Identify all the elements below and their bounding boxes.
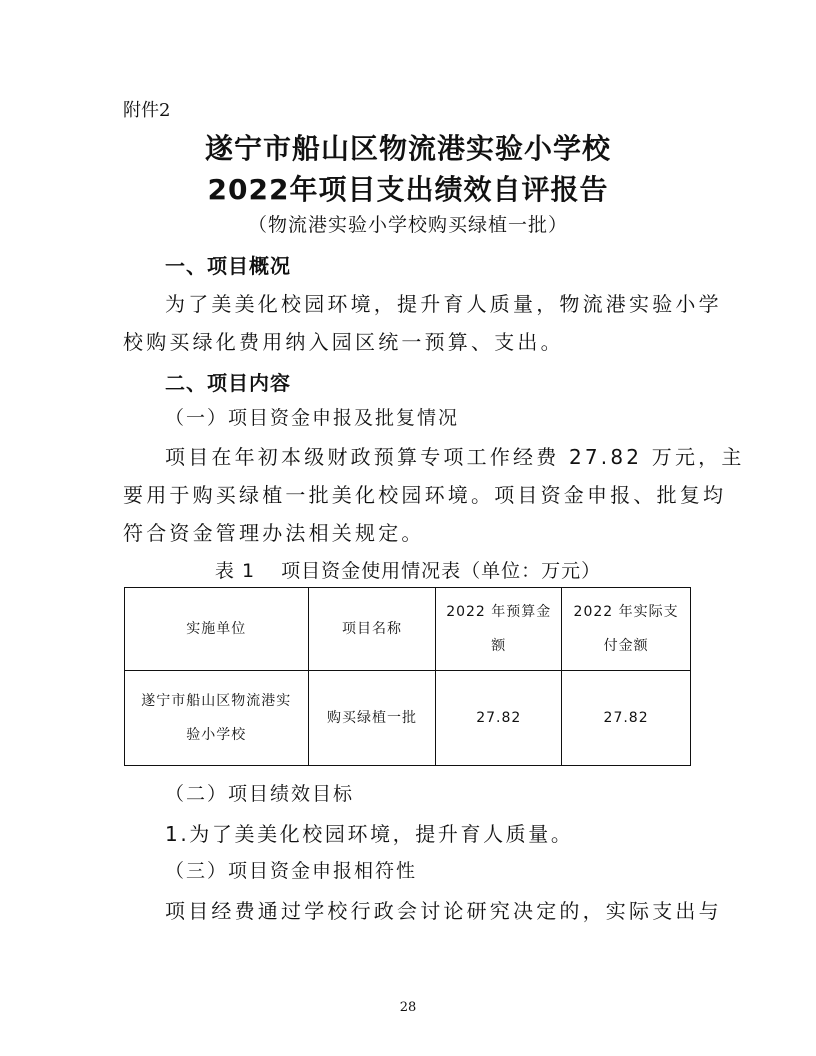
table-caption [0, 556, 816, 583]
subsection1-heading: （一）项目资金申报及批复情况 [165, 407, 460, 429]
attachment-label: 附件2 [123, 100, 171, 121]
subsection3-paragraph-line1: 项目经费通过学校行政会讨论研究决定的，实际支出与 [165, 899, 722, 923]
section1-paragraph-line1: 为了美美化校园环境，提升育人质量，物流港实验小学 [165, 292, 722, 316]
header-actual-line1: 2022 年实际支 [573, 604, 679, 620]
cell-project: 购买绿植一批 [308, 671, 436, 766]
cell-unit-line1: 遂宁市船山区物流港实 [141, 693, 292, 709]
fund-usage-table [124, 587, 691, 766]
section2-heading: 二、项目内容 [165, 371, 291, 395]
subsection2-item1: 1.为了美美化校园环境，提升育人质量。 [165, 822, 574, 846]
subsection2-heading: （二）项目绩效目标 [165, 783, 355, 805]
section1-heading: 一、项目概况 [165, 254, 291, 278]
cell-budget: 27.82 [436, 671, 562, 766]
cell-actual: 27.82 [562, 671, 691, 766]
subsection1-paragraph-line3: 符合资金管理办法相关规定。 [123, 521, 425, 545]
report-subtitle: （物流港实验小学校购买绿植一批） [247, 214, 568, 236]
header-cell-actual [562, 588, 691, 671]
report-title-line2: 2022年项目支出绩效自评报告 [207, 173, 609, 206]
table-caption-number: 表 1 [214, 560, 256, 582]
header-budget-line2: 额 [491, 638, 507, 654]
table-caption-text: 项目资金使用情况表（单位：万元） [281, 560, 602, 582]
header-cell-unit: 实施单位 [125, 588, 309, 671]
cell-unit-line2: 验小学校 [186, 727, 247, 743]
section1-paragraph-line2: 校购买绿化费用纳入园区统一预算、支出。 [123, 330, 564, 354]
header-actual-line2: 付金额 [603, 638, 649, 654]
report-title-line1: 遂宁市船山区物流港实验小学校 [204, 132, 611, 165]
cell-unit [125, 671, 309, 766]
header-cell-budget [436, 588, 562, 671]
header-cell-project: 项目名称 [308, 588, 436, 671]
header-budget-line1: 2022 年预算金 [446, 604, 552, 620]
subsection1-paragraph-line2: 要用于购买绿植一批美化校园环境。项目资金申报、批复均 [123, 483, 727, 507]
table-row [125, 671, 691, 766]
subsection3-heading: （三）项目资金申报相符性 [165, 860, 418, 882]
page-number: 28 [399, 1000, 417, 1015]
subsection1-paragraph-line1: 项目在年初本级财政预算专项工作经费 27.82 万元，主 [165, 445, 745, 469]
table-header-row [125, 588, 691, 671]
